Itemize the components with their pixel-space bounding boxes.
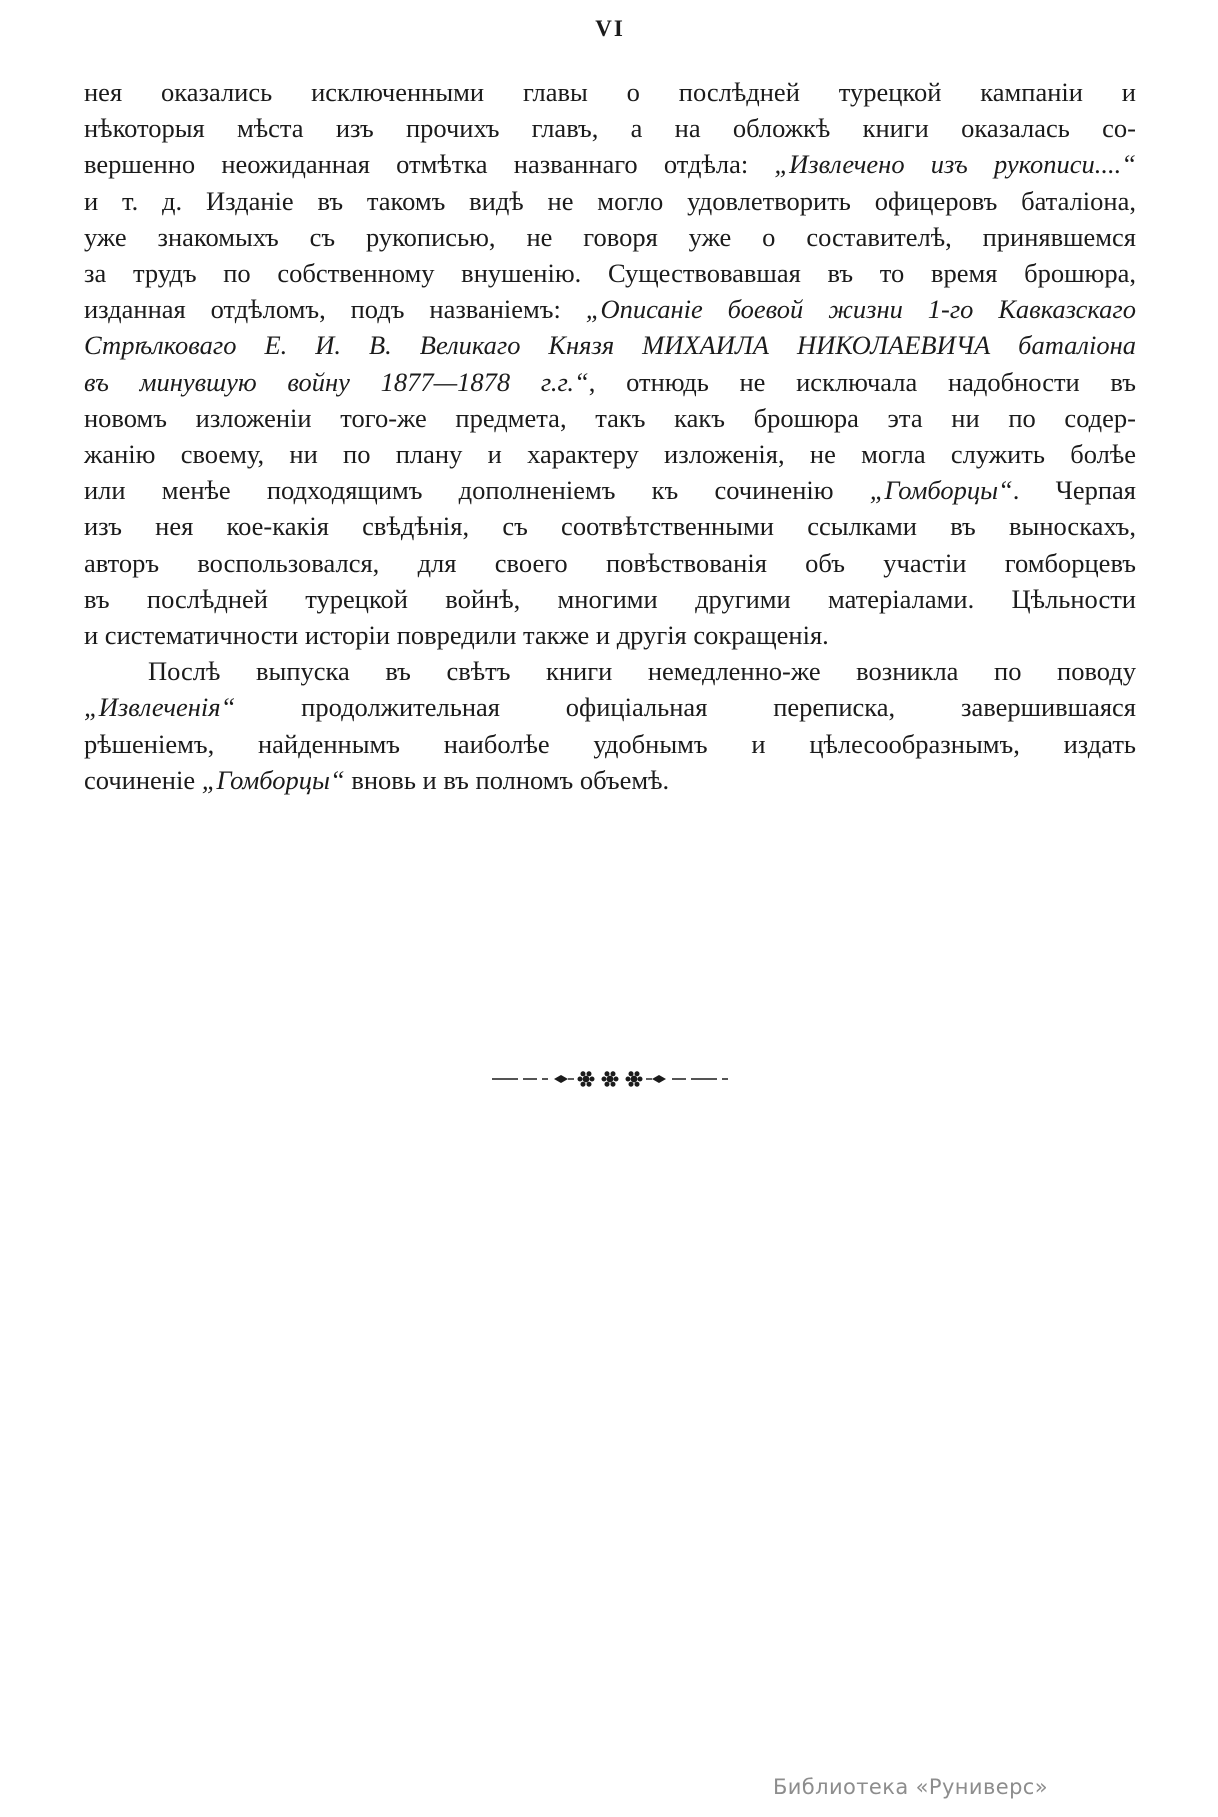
divider-row bbox=[84, 1066, 1136, 1092]
italic-text-segment: „Гомборцы“ bbox=[201, 764, 345, 795]
text-segment: нѣкоторыя мѣста изъ прочихъ главъ, а на обложкѣ книги оказалась со- bbox=[84, 113, 1136, 144]
text-segment: или менѣе подходящимъ дополненіемъ къ сочиненію bbox=[84, 475, 870, 506]
text-segment: продолжительная офиціальная переписка, завершившаяся bbox=[235, 692, 1136, 723]
text-segment: жанію своему, ни по плану и характеру изложенія, не могла служить болѣе bbox=[84, 439, 1136, 470]
text-segment: въ послѣдней турецкой войнѣ, многими другими матеріалами. Цѣльности bbox=[84, 583, 1136, 614]
text-line bbox=[84, 74, 1136, 110]
text-segment: . Черпая bbox=[1012, 475, 1136, 506]
text-segment: и систематичности исторіи повредили также и другія сокращенія. bbox=[84, 620, 829, 651]
text-segment: сочиненіе bbox=[84, 764, 202, 795]
text-line bbox=[84, 400, 1136, 436]
text-line bbox=[84, 508, 1136, 544]
page-number: VI bbox=[595, 16, 625, 41]
text-line bbox=[84, 653, 1136, 689]
text-segment: нея оказались исключенными главы о послѣдней турецкой кампаніи и bbox=[84, 77, 1136, 107]
text-segment: вершенно неожиданная отмѣтка названнаго отдѣла: bbox=[84, 149, 775, 180]
text-line bbox=[84, 291, 1136, 327]
text-line bbox=[84, 581, 1136, 617]
text-segment: уже знакомыхъ съ рукописью, не говоря уже о составителѣ, принявшемся bbox=[84, 221, 1136, 252]
text-line bbox=[84, 327, 1136, 363]
text-segment: , отнюдь не исключала надобности въ bbox=[588, 366, 1136, 397]
text-line bbox=[84, 364, 1136, 400]
text-segment: вновь и въ полномъ объемѣ. bbox=[344, 764, 670, 795]
text-block bbox=[84, 74, 1136, 798]
text-segment: изданная отдѣломъ, подъ названіемъ: bbox=[84, 294, 586, 325]
italic-text-segment: „Извлеченія“ bbox=[84, 692, 236, 723]
text-line bbox=[84, 689, 1136, 725]
italic-text-segment: въ минувшую войну 1877—1878 г.г.“ bbox=[84, 366, 589, 397]
text-segment: новомъ изложеніи того-же предмета, такъ какъ брошюра эта ни по содер- bbox=[84, 402, 1136, 433]
text-line bbox=[84, 110, 1136, 146]
library-watermark: Библиотека «Руниверс» bbox=[772, 1775, 1048, 1799]
italic-text-segment: Стрѣлковаго Е. И. В. Великаго Князя МИХАИЛА НИКОЛАЕВИЧА баталіона bbox=[84, 330, 1136, 361]
text-line bbox=[84, 183, 1136, 219]
text-line bbox=[84, 617, 1136, 653]
text-segment: рѣшеніемъ, найденнымъ наиболѣе удобнымъ и цѣлесообразнымъ, издать bbox=[84, 728, 1136, 759]
italic-text-segment: „Описаніе боевой жизни 1-го Кавказскаго bbox=[585, 294, 1136, 325]
text-segment: авторъ воспользовался, для своего повѣствованія объ участіи гомборцевъ bbox=[84, 547, 1136, 578]
italic-text-segment: „Гомборцы“ bbox=[869, 475, 1013, 506]
floral-divider-icon bbox=[490, 1066, 730, 1092]
text-line bbox=[84, 472, 1136, 508]
text-line bbox=[84, 726, 1136, 762]
text-segment: Послѣ выпуска въ свѣтъ книги немедленно-же возникла по поводу bbox=[148, 656, 1136, 687]
paragraph bbox=[84, 653, 1136, 798]
italic-text-segment: „Извлечено изъ рукописи....“ bbox=[774, 149, 1136, 180]
text-line bbox=[84, 255, 1136, 291]
text-line bbox=[84, 545, 1136, 581]
text-segment: и т. д. Изданіе въ такомъ видѣ не могло удовлетворить офицеровъ баталіона, bbox=[84, 185, 1136, 216]
text-segment: за трудъ по собственному внушенію. Существовавшая въ то время брошюра, bbox=[84, 258, 1136, 289]
text-line bbox=[84, 762, 1136, 798]
paragraph bbox=[84, 74, 1136, 653]
text-line bbox=[84, 436, 1136, 472]
text-line bbox=[84, 146, 1136, 182]
text-line bbox=[84, 219, 1136, 255]
text-segment: изъ нея кое-какія свѣдѣнія, съ соотвѣтственными ссылками въ выноскахъ, bbox=[84, 511, 1136, 542]
